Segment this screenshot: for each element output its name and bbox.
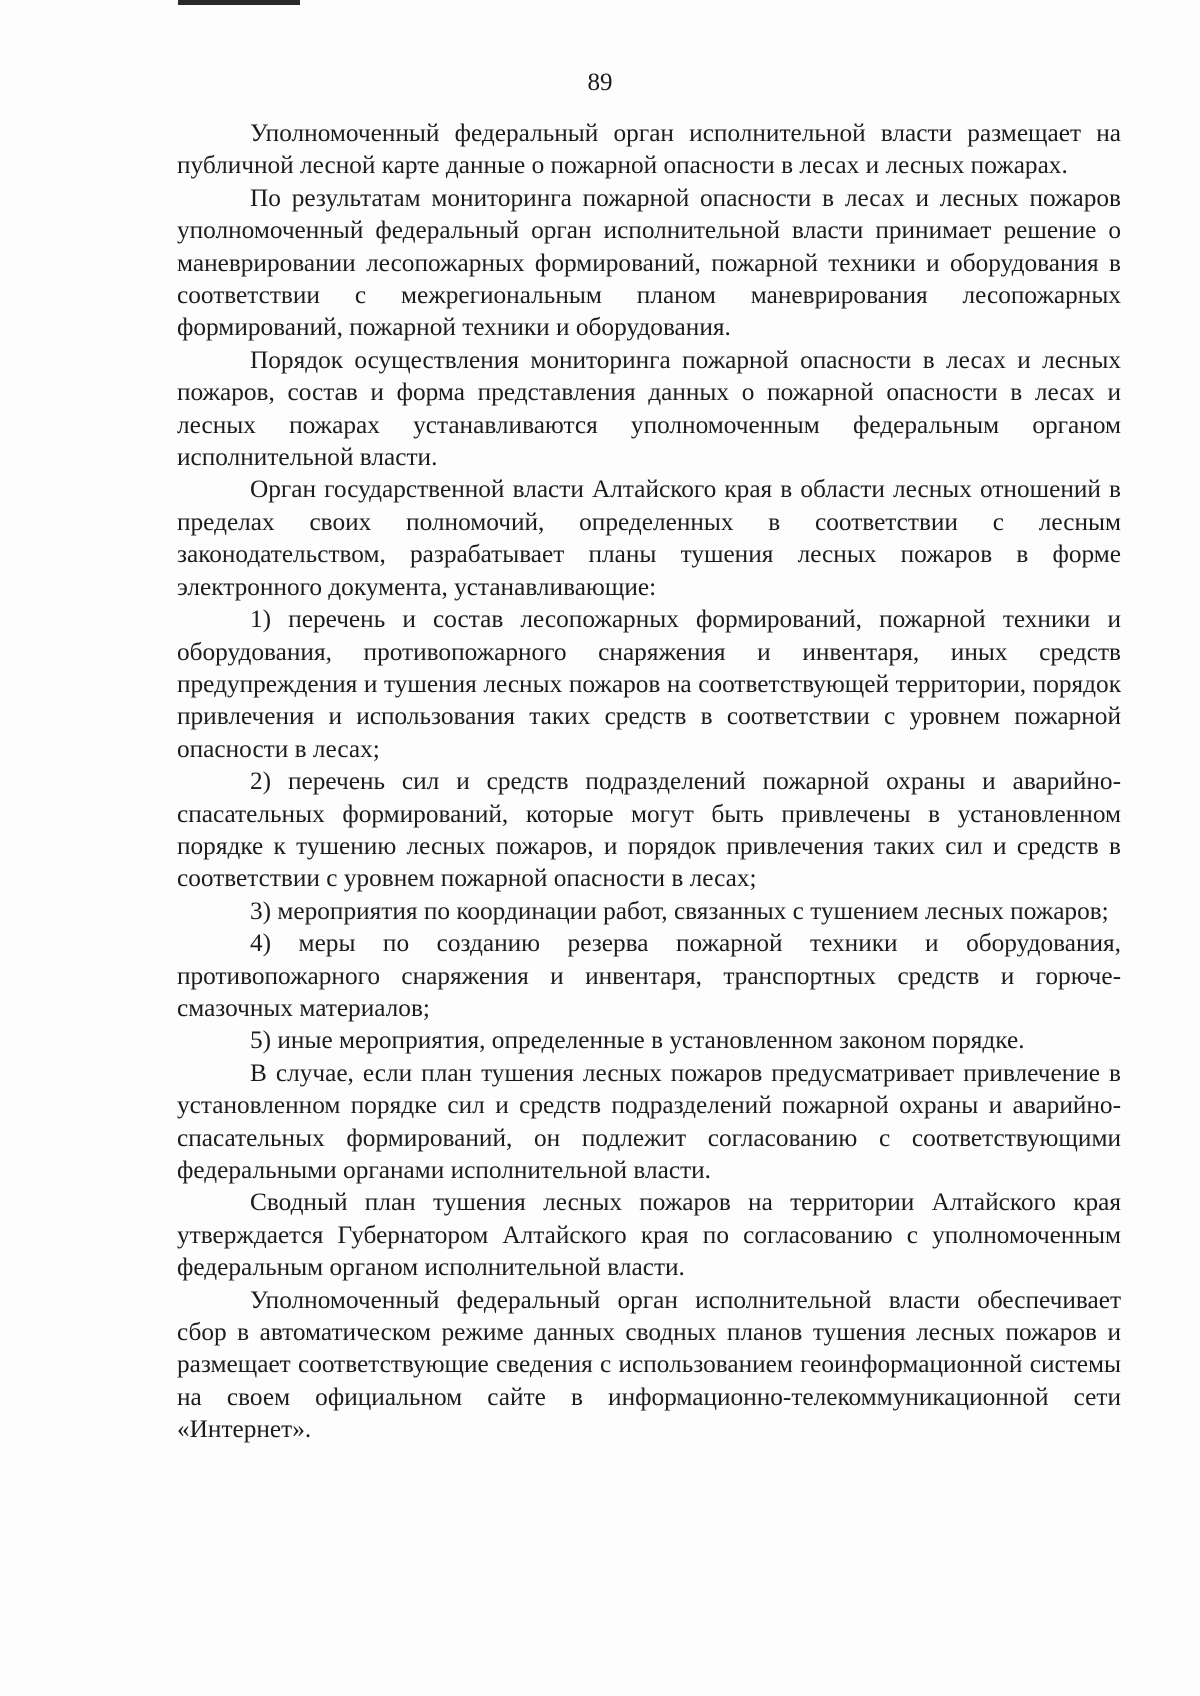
document-body xyxy=(177,117,1121,1446)
list-item: 2) перечень сил и средств подразделений пожарной охраны и аварийно-спасательных формирований, которые могут быть привлечены в установленном порядке к тушению лесных пожаров, и порядок привлечения таких сил и средств в соответствии с уровнем пожарной опасности в лесах; xyxy=(177,767,1121,893)
page-number: 89 xyxy=(587,69,613,96)
list-item: 1) перечень и состав лесопожарных формирований, пожарной техники и оборудования, противопожарного снаряжения и инвентаря, иных средств предупреждения и тушения лесных пожаров на соответствующей территории, порядок привлечения и использования таких средств в соответствии с уровнем пожарной опасности в лесах; xyxy=(177,605,1121,763)
paragraph: Орган государственной власти Алтайского края в области лесных отношений в пределах своих полномочий, определенных в соответствии с лесным законодательством, разрабатывает планы тушения лесных пожаров в форме электронного документа, устанавливающие: xyxy=(177,475,1121,601)
paragraph: Сводный план тушения лесных пожаров на территории Алтайского края утверждается Губернатором Алтайского края по согласованию с уполномоченным федеральным органом исполнительной власти. xyxy=(177,1188,1121,1282)
list-item: 3) мероприятия по координации работ, связанных с тушением лесных пожаров; xyxy=(250,896,1109,925)
list-item: 4) меры по созданию резерва пожарной техники и оборудования, противопожарного снаряжения и инвентаря, транспортных средств и горюче-смазочных материалов; xyxy=(177,929,1121,1022)
paragraph: Порядок осуществления мониторинга пожарной опасности в лесах и лесных пожаров, состав и форма представления данных о пожарной опасности в лесах и лесных пожарах устанавливаются уполномоченным федеральным органом исполнительной власти. xyxy=(177,345,1121,472)
paragraph: В случае, если план тушения лесных пожаров предусматривает привлечение в установленном порядке сил и средств подразделений пожарной охраны и аварийно-спасательных формирований, он подлежит согласованию с соответствующими федеральными органами исполнительной власти. xyxy=(177,1058,1121,1184)
paragraph: Уполномоченный федеральный орган исполнительной власти обеспечивает сбор в автоматическом режиме данных сводных планов тушения лесных пожаров и размещает соответствующие сведения с использованием геоинформационной системы на своем официальном сайте в информационно-телекоммуникационной сети «Интернет». xyxy=(177,1285,1121,1444)
paragraph: По результатам мониторинга пожарной опасности в лесах и лесных пожаров уполномоченный федеральный орган исполнительной власти принимает решение о маневрировании лесопожарных формирований, пожарной техники и оборудования в соответствии с межрегиональным планом маневрирования лесопожарных формирований, пожарной техники и оборудования. xyxy=(177,183,1121,342)
scan-artifact xyxy=(178,0,300,5)
list-item: 5) иные мероприятия, определенные в установленном законом порядке. xyxy=(250,1026,1025,1055)
paragraph: Уполномоченный федеральный орган исполнительной власти размещает на публичной лесной карте данные о пожарной опасности в лесах и лесных пожарах. xyxy=(177,119,1121,180)
